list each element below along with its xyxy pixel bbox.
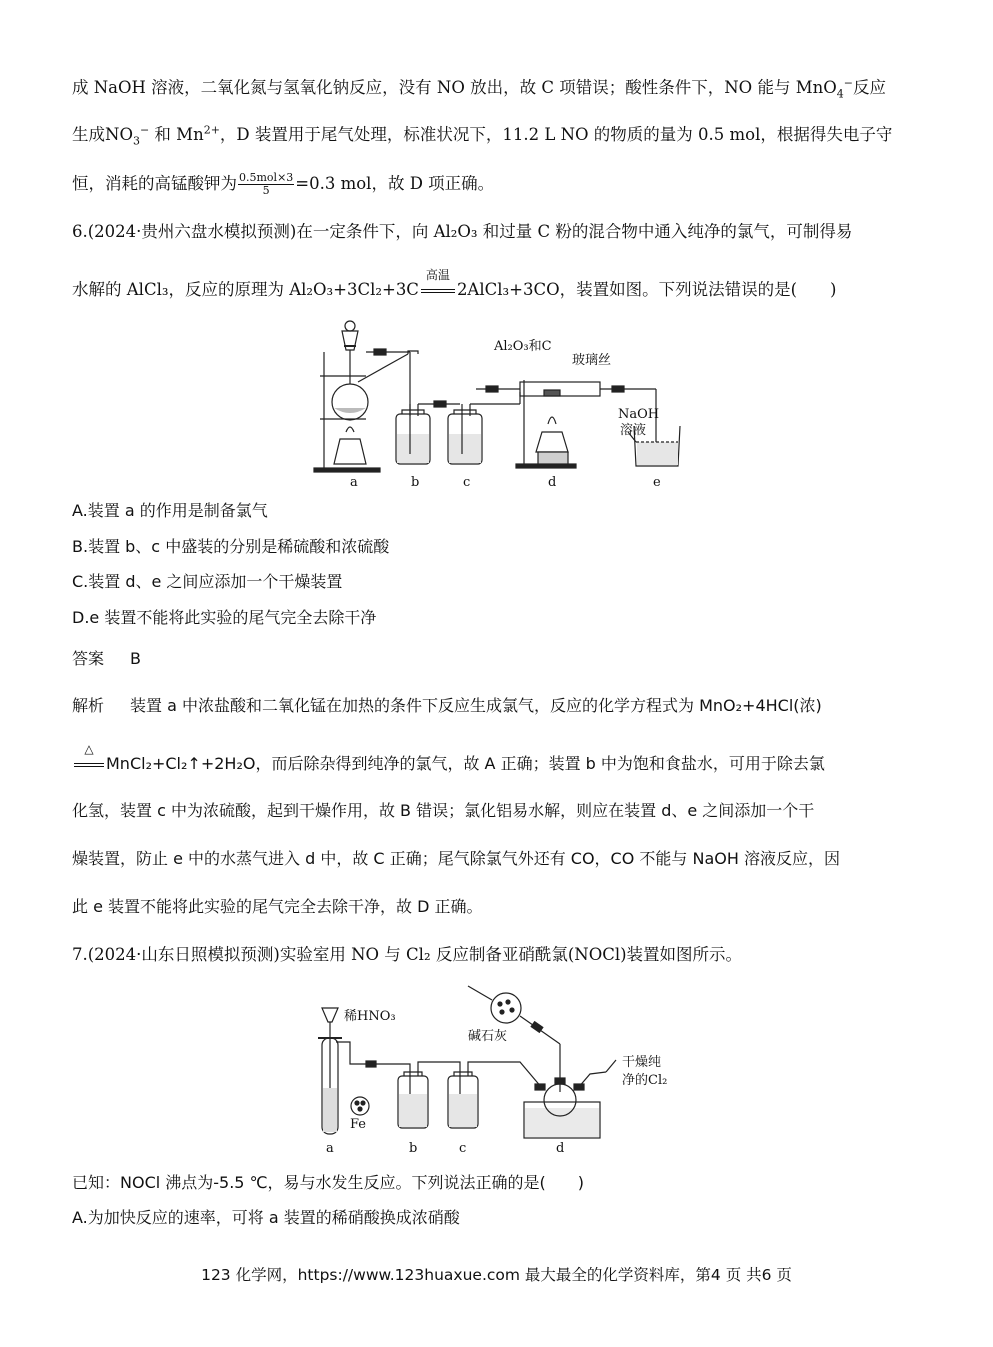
analysis-line: △ MnCl₂+Cl₂↑+2H₂O，而后除杂得到纯净的氯气，故 A 正确；装置 b 中为饱和食盐水，可用于除去氯	[72, 753, 825, 775]
analysis-line: 解析 装置 a 中浓盐酸和二氧化锰在加热的条件下反应生成氯气，反应的化学方程式为 MnO₂+4HCl(浓)	[72, 696, 822, 715]
label-dry-cl2-line1: 干燥纯	[622, 1055, 662, 1070]
label-d: d	[556, 1141, 565, 1156]
answer-line: 答案 B	[72, 649, 141, 668]
label-b: b	[409, 1141, 418, 1156]
label-c: c	[463, 475, 471, 490]
option-b: B.装置 b、c 中盛装的分别是稀硫酸和浓硫酸	[72, 537, 390, 556]
page-footer: 123 化学网，https://www.123huaxue.com 最大最全的化学资料库，第4 页 共6 页	[201, 1266, 792, 1284]
label-hno3: 稀HNO₃	[344, 1009, 396, 1024]
label-glass-wool: 玻璃丝	[572, 353, 612, 368]
label-d: d	[548, 475, 557, 490]
question-6-stem-2: 水解的 AlCl₃，反应的原理为 Al₂O₃+3Cl₂+3C 高温 2AlCl₃+3CO，装置如图。下列说法错误的是( )	[72, 267, 837, 299]
apparatus-figure-q6	[310, 314, 690, 494]
label-a: a	[350, 475, 358, 490]
option-c: C.装置 d、e 之间应添加一个干燥装置	[72, 572, 343, 591]
label-b: b	[411, 475, 420, 490]
reaction-condition: 高温	[421, 284, 455, 298]
question-7-stem: 7.(2024·山东日照模拟预测)实验室用 NO 与 Cl₂ 反应制备亚硝酰氯(NOCl)装置如图所示。	[72, 945, 743, 964]
text-line: 成 NaOH 溶液，二氧化氮与氢氧化钠反应，没有 NO 放出，故 C 项错误；酸性条件下，NO 能与 MnO$_4$−反应	[72, 76, 886, 101]
reaction-condition: △	[74, 758, 104, 772]
analysis-line: 燥装置，防止 e 中的水蒸气进入 d 中，故 C 正确；尾气除氯气外还有 CO，CO 不能与 NaOH 溶液反应，因	[72, 849, 840, 868]
analysis-line: 化氢，装置 c 中为浓硫酸，起到干燥作用，故 B 错误；氯化铝易水解，则应在装置 d、e 之间添加一个干	[72, 801, 815, 820]
apparatus-figure-q7	[310, 982, 700, 1157]
option-a: A.为加快反应的速率，可将 a 装置的稀硝酸换成浓硝酸	[72, 1208, 460, 1227]
analysis-line: 此 e 装置不能将此实验的尾气完全去除干净，故 D 正确。	[72, 897, 483, 916]
option-d: D.e 装置不能将此实验的尾气完全去除干净	[72, 608, 377, 627]
text-line: 恒，消耗的高锰酸钾为 $\frac{\text{0.5mol×3}}{5}$ =0.3 mol，故 D 项正确。	[72, 171, 495, 197]
option-a: A.装置 a 的作用是制备氯气	[72, 501, 268, 520]
known-condition: 已知：NOCl 沸点为-5.5 ℃，易与水发生反应。下列说法正确的是( )	[72, 1173, 585, 1192]
label-c: c	[459, 1141, 467, 1156]
fraction: $\frac{\text{0.5mol×3}}{5}$	[239, 171, 294, 197]
label-naoh: NaOH	[618, 407, 660, 422]
label-soda-lime: 碱石灰	[468, 1029, 508, 1044]
label-e: e	[653, 475, 661, 490]
question-6-stem: 6.(2024·贵州六盘水模拟预测)在一定条件下，向 Al₂O₃ 和过量 C 粉的混合物中通入纯净的氯气，可制得易	[72, 222, 853, 241]
text-line: 生成$NO_3^-$ 和 $Mn^{2+}$，D 装置用于尾气处理，标准状况下，11.2 L NO 的物质的量为 0.5 mol，根据得失电子守	[72, 123, 893, 148]
label-dry-cl2-line2: 净的Cl₂	[622, 1073, 668, 1088]
label-al2o3-c: Al₂O₃和C	[494, 339, 552, 354]
label-fe: Fe	[350, 1117, 367, 1132]
label-a: a	[326, 1141, 334, 1156]
label-solution: 溶液	[620, 423, 647, 438]
